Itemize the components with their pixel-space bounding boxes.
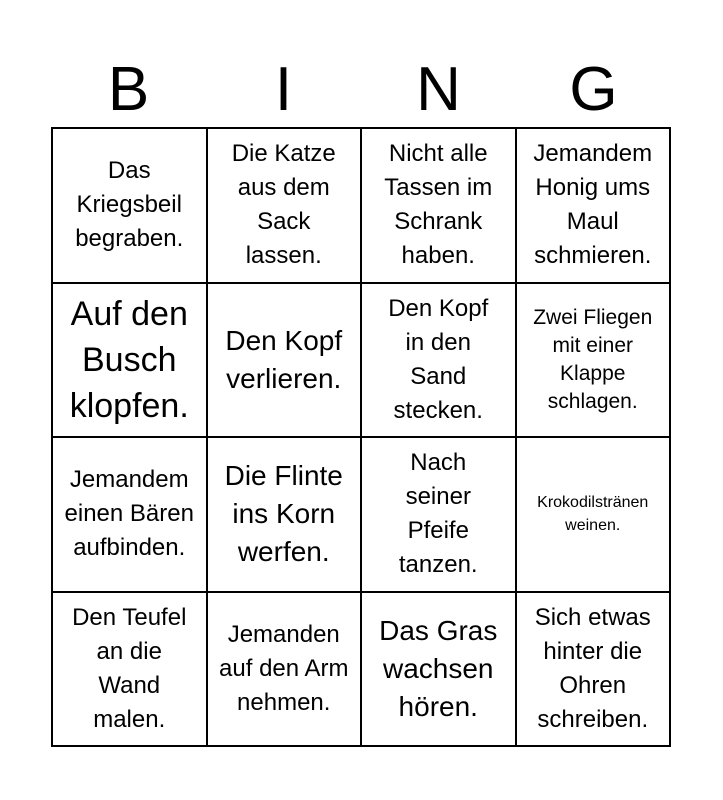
bingo-cell-r3c4 (517, 438, 672, 593)
cell-text: Nicht alle Tassen im Schrank haben. (384, 140, 493, 270)
header-letter-n: N (416, 55, 461, 124)
header-letter-b: B (107, 55, 150, 124)
bingo-cell-r3c2 (208, 438, 363, 593)
bingo-card-grid (51, 127, 671, 747)
cell-text: Den Teufel an die Wand malen. (72, 603, 187, 733)
bingo-cell-r4c4 (517, 593, 672, 748)
cell-text: Sich etwas hinter die Ohren schreiben. (534, 603, 651, 733)
cell-text: Das Kriegsbeil begraben. (75, 157, 184, 253)
bingo-cell-r2c2 (208, 284, 363, 439)
bingo-cell-r4c1 (53, 593, 208, 748)
cell-text: Die Katze aus dem Sack lassen. (231, 140, 336, 270)
bingo-cell-r1c4 (517, 129, 672, 284)
header-letter-g: G (569, 55, 618, 124)
bingo-cell-r2c1 (53, 284, 208, 439)
cell-text: Jemanden auf den Arm nehmen. (219, 620, 349, 716)
cell-text: Auf den Busch klopfen. (69, 294, 189, 425)
cell-text: Jemandem einen Bären aufbinden. (64, 466, 194, 562)
bingo-cell-r2c3 (362, 284, 517, 439)
cell-text: Die Flinte ins Korn werfen. (224, 460, 343, 568)
cell-text: Den Kopf in den Sand stecken. (388, 294, 489, 424)
cell-text: Nach seiner Pfeife tanzen. (398, 449, 478, 579)
bingo-cell-r4c3 (362, 593, 517, 748)
cell-text: Krokodilstränen weinen. (537, 494, 649, 535)
bingo-cell-r4c2 (208, 593, 363, 748)
header-letter-i: I (274, 55, 293, 124)
cell-text: Jemandem Honig ums Maul schmieren. (533, 140, 653, 270)
cell-text: Das Gras wachsen hören. (379, 614, 498, 722)
bingo-cell-r1c1 (53, 129, 208, 284)
bingo-cell-r1c2 (208, 129, 363, 284)
bingo-cell-r1c3 (362, 129, 517, 284)
cell-text: Den Kopf verlieren. (225, 324, 343, 394)
bingo-cell-r3c1 (53, 438, 208, 593)
bingo-cell-r3c3 (362, 438, 517, 593)
cell-text: Zwei Fliegen mit einer Klappe schlagen. (533, 305, 653, 413)
bingo-cell-r2c4 (517, 284, 672, 439)
bingo-header (51, 55, 671, 125)
